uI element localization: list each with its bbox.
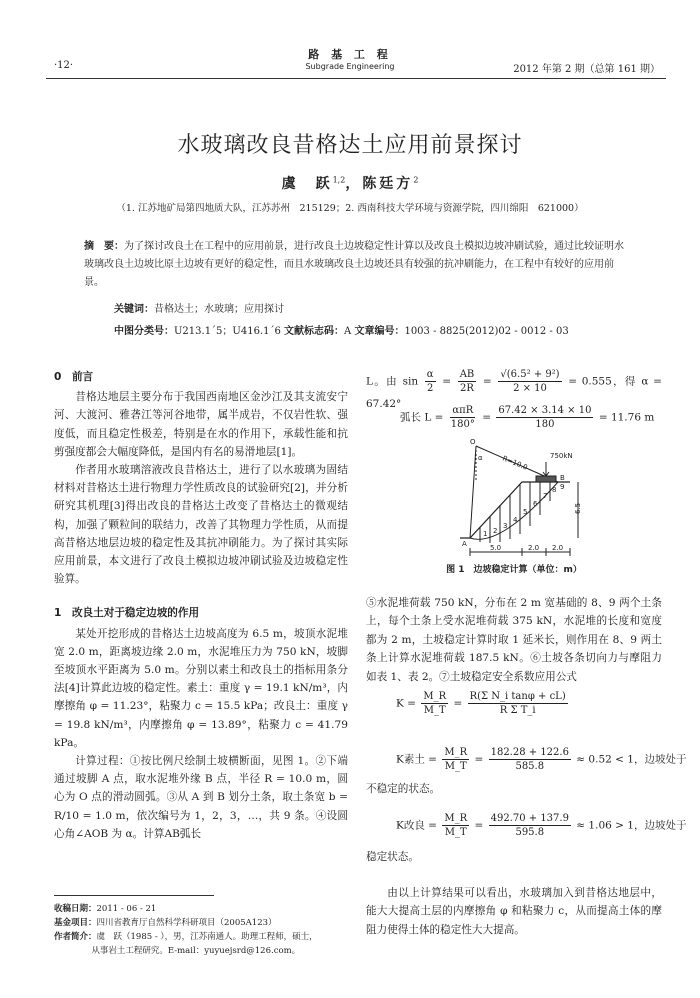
slice-label: 7 (543, 492, 548, 500)
section-0-heading: 0 前言 (54, 371, 94, 383)
fraction: $\frac{AB}{2R}$ (459, 369, 475, 394)
arc-formula: 弧长 L = $\frac{\text{απR}}{180^\circ}$ = $\frac{67.42 \times 3.14 \times 10}{180}$ = 11.76 m (400, 405, 655, 430)
label-height: 6.5 (574, 502, 582, 514)
fraction: $\frac{182.28 + 122.6}{585.8}$ (490, 747, 569, 772)
fraction: $\frac{67.42 \times 3.14 \times 10}{180}$ (498, 405, 592, 430)
paragraph: 昔格达地层主要分布于我国西南地区金沙江及其支流安宁河、大渡河、雅砻江等河谷地带，属半成岩，不仅岩性软、强度低，而且稳定性极差，特别是在水的作用下，承载性能和抗剪强度都会大幅度降低，是国内有名的易滑地层[1]。 (54, 391, 348, 458)
formula-text: 弧长 L = (400, 411, 444, 424)
slice-label: 2 (493, 527, 498, 535)
formula-text: L。由 sin (366, 375, 419, 388)
abstract-text: 为了探讨改良土在工程中的应用前景，进行改良土边坡稳定性计算以及改良土模拟边坡冲刷试验，通过比较证明水玻璃改良土边坡比原土边坡有更好的稳定性，而且水玻璃改良土边坡还具有较强的抗冲刷能力，在工程中有较好的应用前景。 (84, 241, 624, 288)
footnote (54, 902, 354, 958)
dim-2b: 2.0 (552, 544, 564, 552)
figure-caption: 图 1 边坡稳定计算（单位：m） (446, 565, 582, 575)
author-bio-label: 作者简介： (54, 932, 97, 942)
formula-result: = 0.555，得 α = 67.42° (366, 375, 662, 410)
footnote-divider (54, 895, 214, 896)
dim-2a: 2.0 (528, 544, 540, 552)
article-id-label: 文章编号： (354, 326, 405, 337)
received-date: 2011 - 06 - 21 (96, 904, 157, 914)
k-improved-formula: K改良 = $\frac{M\_R}{M\_T}$ = $\frac{492.70 + 137.9}{595.8}$ ≈ 1.06 > 1，边坡处于 (396, 813, 687, 838)
section-1-heading: 1 改良土对于稳定边坡的作用 (54, 607, 200, 620)
formula-text: K = (396, 697, 416, 710)
fund-label: 基金项目： (54, 918, 97, 928)
left-column (54, 362, 348, 843)
fraction: $\frac{\text{R(Σ N\_i tanφ + cL)}}{\text{R Σ T\_i}}$ (469, 691, 566, 716)
radius-to-a (470, 446, 476, 538)
abstract (84, 238, 624, 292)
doc-code-label: 文献标志码： (284, 326, 345, 337)
formula-text: K改良 = (396, 819, 437, 832)
label-radius: R=10.0 (501, 454, 529, 472)
formula-result: ≈ 1.06 > 1，边坡处于 (576, 819, 687, 832)
paper-title: 水玻璃改良昔格达土应用前景探讨 (177, 133, 523, 158)
slice-label: 8 (552, 486, 557, 494)
paragraph: ⑤水泥堆荷载 750 kN，分布在 2 m 宽基础的 8、9 两个土条上，每个土条上受水泥堆荷载 375 kN，水泥堆的长度和宽度都为 2 m，土坡稳定计算时取 1 延米长，则作用在 8、9 两土条上计算水泥堆荷载 187.5 kN。⑥土坡各条切向力与摩阻力如表 1、表 2。⑦土坡稳定安全系数应用公式 (366, 597, 662, 683)
label-b: B (560, 474, 565, 482)
cement-pile (536, 476, 556, 482)
formula-result: = 11.76 m (598, 411, 655, 424)
k-plain-formula: K素土 = $\frac{M\_R}{M\_T}$ = $\frac{182.28 + 122.6}{585.8}$ ≈ 0.52 < 1，边坡处于 (396, 747, 687, 772)
formula-text: K素土 = (396, 753, 437, 766)
author-line (0, 173, 700, 193)
slice-label: 9 (560, 483, 565, 491)
formula-conclusion: 稳定状态。 (366, 851, 419, 863)
journal-name-en: Subgrade Engineering (305, 62, 395, 71)
label-a: A (462, 540, 467, 548)
fraction: $\frac{M\_R}{M\_T}$ (444, 813, 468, 838)
affiliation: （1. 江苏地矿局第四地质大队，江苏苏州 215129；2. 西南科技大学环境与资源学院，四川绵阳 621000） (116, 203, 584, 214)
author-separator: ， (345, 176, 363, 192)
paragraph: 计算过程：①按比例尺绘制土坡横断面，见图 1。②下端通过坡脚 A 点，取水泥堆外缘 B 点，半径 R = 10.0 m，圆心为 O 点的滑动圆弧。③从 A 到 B 划分土条，取土条宽 b = R/10 = 1.0 m，依次编号为 1，2，3，…，共 9 条。④设圆心角∠AOB 为 α。计算AB弧长 (54, 755, 348, 840)
classification-line (114, 322, 569, 337)
label-o: O (470, 438, 476, 446)
author-bio-cont: 从事岩土工程研究。E-mail：yuyuejsrd@126.com。 (91, 946, 301, 956)
fraction: $\frac{\alpha}{2}$ (426, 369, 434, 394)
author-2-affil: 2 (413, 175, 419, 185)
doc-code-value: A (344, 326, 352, 337)
journal-header (260, 46, 440, 71)
header-divider (46, 78, 666, 79)
label-load: 750kN (550, 452, 573, 460)
paragraph: 作者用水玻璃溶液改良昔格达土，进行了以水玻璃为固结材料对昔格达土进行物理力学性质改良的试验研究[2]，并分析研究其机理[3]得出改良的昔格达土改变了昔格达土的微观结构，加强了颗粒间的联结力，改善了其物理力学性质，从而提高昔格达地层边坡的稳定性及其抗冲刷能力。为了探讨其实际应用前景，本文进行了改良土模拟边坡冲刷试验及边坡稳定性验算。 (54, 464, 348, 586)
abstract-label: 摘 要： (84, 241, 124, 252)
formula-conclusion: 不稳定的状态。 (366, 783, 441, 795)
received-label: 收稿日期： (54, 904, 97, 914)
article-id-value: 1003 - 8825(2012)02 - 0012 - 03 (404, 326, 569, 337)
fraction: $\frac{M\_R}{M\_T}$ (444, 747, 468, 772)
clc-value: U213.1ˊ5；U416.1ˊ6 (174, 326, 281, 337)
clc-label: 中图分类号： (114, 326, 174, 337)
dim-5: 5.0 (490, 544, 502, 552)
author-bio: 虞 跃（1985 - ），男，江苏南通人。助理工程师，硕士， (96, 932, 318, 942)
fraction: $\frac{\text{√(6.5² + 9²)}}{2 \times 10}$ (500, 369, 560, 394)
fund-text: 四川省教育厅自然科学科研项目（2005A123） (96, 918, 277, 928)
fraction: $\frac{M\_R}{M\_T}$ (423, 691, 447, 716)
author-1-affil: 1,2 (332, 175, 346, 185)
issue-info: 2012 年第 2 期（总第 161 期） (513, 64, 660, 75)
journal-name-cn: 路 基 工 程 (308, 48, 392, 61)
slope-stability-figure (440, 436, 590, 560)
keywords (114, 300, 284, 315)
formula-result: ≈ 0.52 < 1，边坡处于 (576, 753, 687, 766)
keywords-label: 关键词： (114, 304, 154, 315)
paragraph: 由以上计算结果可以看出，水玻璃加入到昔格达地层中，能大大提高土层的内摩擦角 φ 和粘聚力 c，从而提高土体的摩阻力使得土体的稳定性大大提高。 (366, 887, 662, 936)
k-formula (396, 690, 692, 717)
slice-label: 5 (523, 508, 528, 516)
formula-text: = (453, 697, 463, 710)
slice-label: 1 (483, 530, 488, 538)
keywords-text: 昔格达土；水玻璃；应用探讨 (154, 304, 284, 315)
fraction: $\frac{492.70 + 137.9}{595.8}$ (490, 813, 569, 838)
author-2: 陈廷方 (362, 176, 414, 192)
label-alpha: α (478, 454, 483, 462)
sin-formula: L。由 sin $\frac{\alpha}{2}$ = $\frac{AB}{2R}$ = $\frac{\text{√(6.5² + 9²)}}{2 \times 10}$ = 0.555，得 α = 67.42° (366, 369, 662, 410)
slice-label: 6 (533, 500, 538, 508)
page-number: ·12· (54, 60, 74, 71)
fraction: $\frac{\text{απR}}{180^\circ}$ (450, 405, 475, 430)
author-1: 虞 跃 (281, 176, 333, 192)
slice-label: 4 (513, 516, 518, 524)
slice-label: 3 (503, 522, 508, 530)
paragraph: 某处开挖形成的昔格达土边坡高度为 6.5 m，坡顶水泥堆宽 2.0 m，距离坡边缘 2.0 m，水泥堆压力为 750 kN，坡脚至坡顶水平距离为 5.0 m。分别以素土和改良土的指标用条分法[4]计算此边坡的稳定性。素土：重度 γ = 19.1 kN/m³，内摩擦角 φ = 11.23°，粘聚力 c = 15.5 kPa；改良土：重度 γ = 19.8 kN/m³，内摩擦角 φ = 13.89°，粘聚力 c = 41.79 kPa。 (54, 627, 348, 749)
